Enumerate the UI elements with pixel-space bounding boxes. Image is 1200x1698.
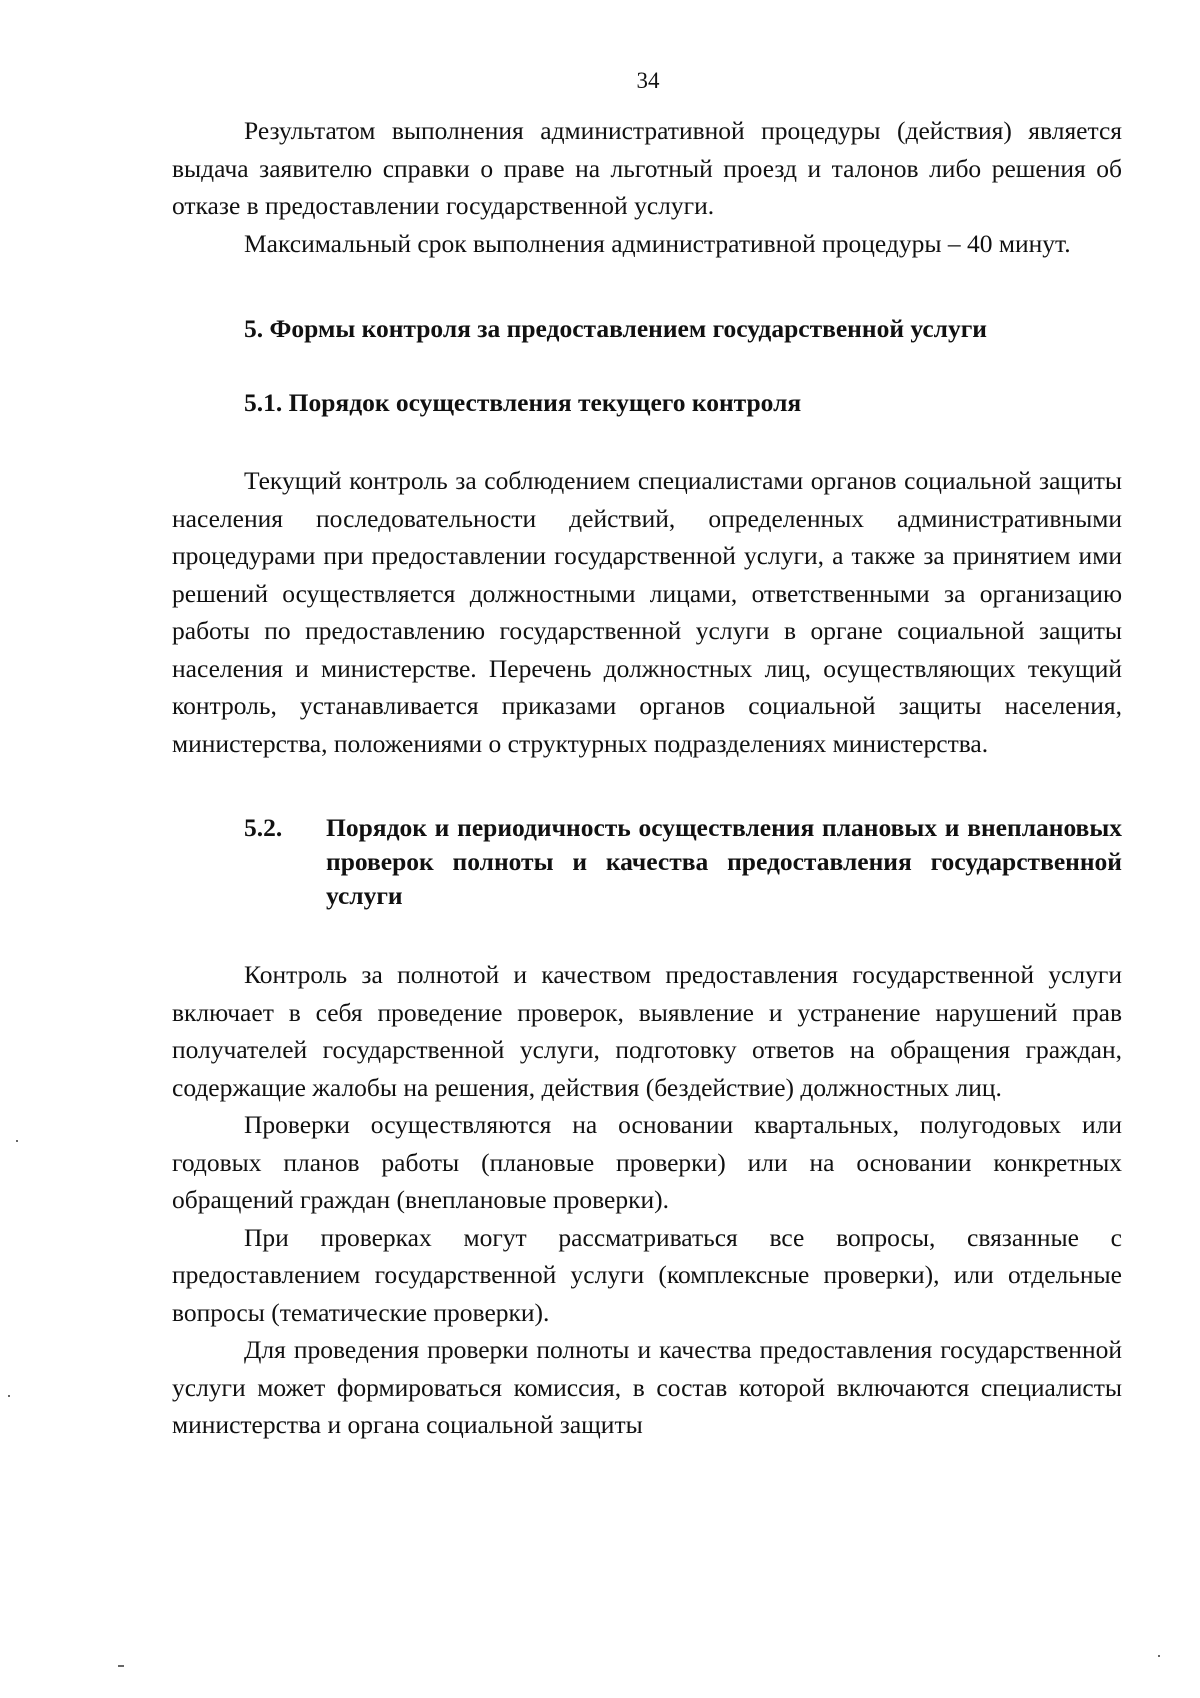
paragraph-quality-control: Контроль за полнотой и качеством предоставления государственной услуги включает в себя проведение проверок, выявление и устранение нарушений прав получателей государственной услуги, подготовку ответов на обращения граждан, содержащие жалобы на решения, действия (бездействие) должностных лиц.: [172, 960, 1122, 1102]
section-number: 5.2.: [244, 813, 283, 842]
page-number: 34: [636, 68, 660, 93]
paragraph-result: Результатом выполнения административной процедуры (действия) является выдача заявителю справки о праве на льготный проезд и талонов либо решения об отказе в предоставлении государственной услуги.: [172, 116, 1122, 220]
section-title: Порядок и периодичность осуществления плановых и внеплановых проверок полноты и качества предоставления государственной услуги: [326, 813, 1122, 910]
paragraph-current-control: Текущий контроль за соблюдением специалистами органов социальной защиты населения последовательности действий, определенных административными процедурами при предоставлении государственной услуги, а также за принятием ими решений осуществляется должностными лицами, ответственными за организацию работы по предоставлению государственной услуги в органе социальной защиты населения и министерстве. Перечень должностных лиц, осуществляющих текущий контроль, устанавливается приказами органов социальной защиты населения, министерства, положениями о структурных подразделениях министерства.: [172, 466, 1122, 758]
scan-speck: [16, 1140, 18, 1142]
section-heading-5-1: 5.1. Порядок осуществления текущего контроля: [244, 388, 802, 417]
paragraph-max-term: Максимальный срок выполнения административной процедуры – 40 минут.: [244, 228, 1071, 258]
scan-speck: [8, 1395, 10, 1397]
scan-speck: [118, 1665, 124, 1667]
paragraph-inspection-scope: При проверках могут рассматриваться все вопросы, связанные с предоставлением государственной услуги (комплексные проверки), или отдельные вопросы (тематические проверки).: [172, 1222, 1122, 1327]
document-body: [172, 112, 1122, 1444]
paragraph-inspections-basis: Проверки осуществляются на основании квартальных, полугодовых или годовых планов работы (плановые проверки) или на основании конкретных обращений граждан (внеплановые проверки).: [172, 1110, 1122, 1214]
scan-speck: [1158, 1655, 1160, 1657]
section-heading-5: 5. Формы контроля за предоставлением государственной услуги: [244, 314, 987, 343]
paragraph-commission: Для проведения проверки полноты и качества предоставления государственной услуги может формироваться комиссия, в состав которой включаются специалисты министерства и органа социальной защиты: [172, 1335, 1122, 1439]
section-heading-5-2: [172, 811, 1122, 913]
